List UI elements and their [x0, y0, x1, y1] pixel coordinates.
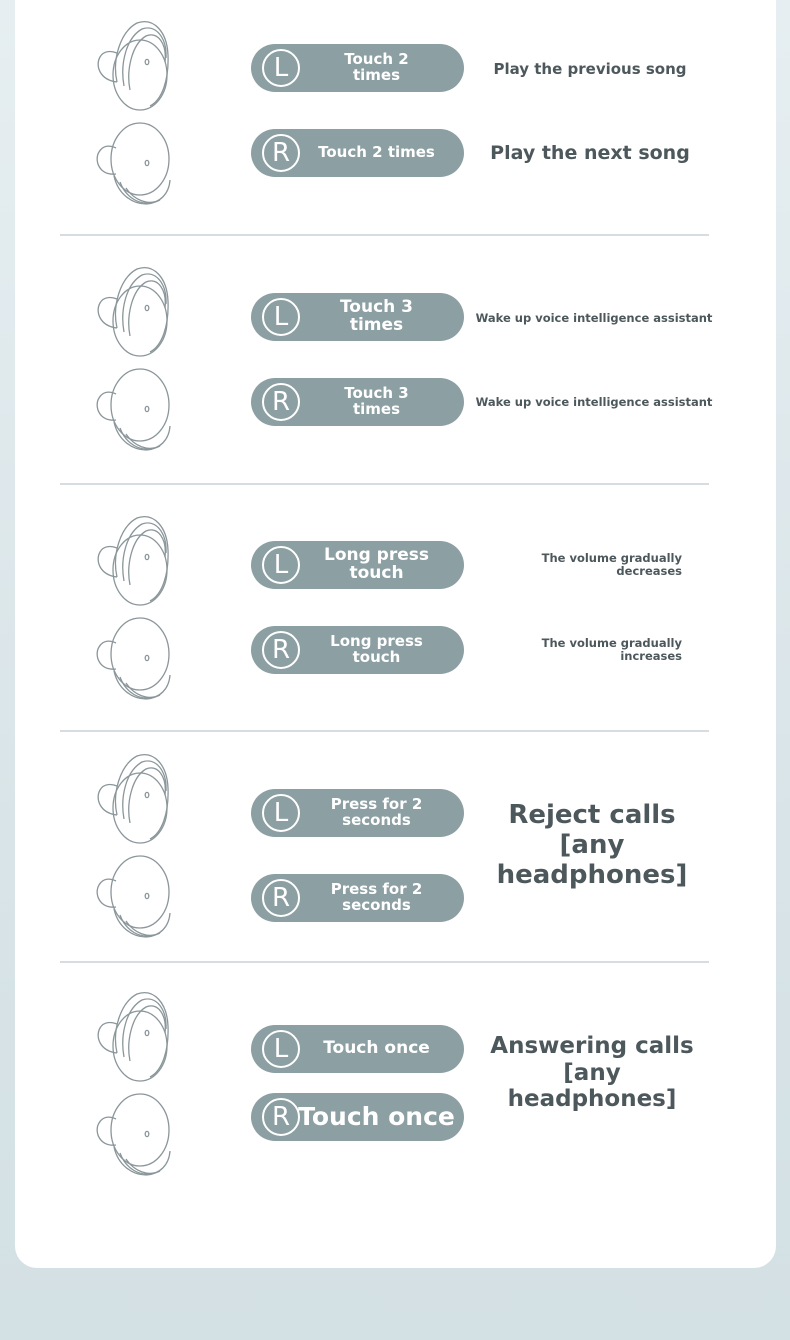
right-badge: R — [262, 631, 300, 669]
left-badge: L — [262, 794, 300, 832]
gesture-label: Press for 2 seconds — [330, 795, 423, 829]
right-badge: R — [262, 879, 300, 917]
gesture-label: Touch 2 times — [318, 143, 435, 162]
earbud-left-icon — [92, 991, 178, 1085]
action-text: Wake up voice intelligence assistant — [475, 311, 713, 325]
earbud-right-icon — [92, 1085, 178, 1179]
right-badge: R — [262, 1098, 300, 1136]
left-badge: L — [262, 49, 300, 87]
earbud-right-icon — [92, 609, 178, 703]
earbud-right-icon — [92, 360, 178, 454]
gesture-label: Touch once — [298, 1101, 455, 1131]
right-badge: R — [262, 134, 300, 172]
action-text: Wake up voice intelligence assistant — [475, 395, 713, 409]
left-gesture-pill — [251, 789, 464, 837]
action-text: Answering calls [any headphones] — [490, 1033, 694, 1113]
section-voice-assistant — [0, 246, 790, 480]
gesture-label: Touch once — [323, 1038, 430, 1059]
action-text: Reject calls [any headphones] — [496, 800, 688, 890]
left-badge: L — [262, 546, 300, 584]
divider — [60, 483, 709, 485]
section-volume — [0, 495, 790, 729]
action-text: The volume gradually increases — [541, 635, 682, 663]
action-text: Play the next song — [490, 142, 690, 164]
earbud-left-icon — [92, 266, 178, 360]
earbud-right-icon — [92, 114, 178, 208]
divider — [60, 961, 709, 963]
right-gesture-pill — [251, 874, 464, 922]
gesture-label: Long press touch — [330, 632, 423, 666]
gesture-label: Press for 2 seconds — [330, 880, 423, 914]
left-gesture-pill — [251, 293, 464, 341]
earbud-left-icon — [92, 515, 178, 609]
right-badge: R — [262, 383, 300, 421]
action-text: Play the previous song — [493, 60, 687, 78]
gesture-label: Long press touch — [323, 545, 430, 583]
left-gesture-pill — [251, 44, 464, 92]
earbud-right-icon — [92, 847, 178, 941]
divider — [60, 730, 709, 732]
left-gesture-pill — [251, 541, 464, 589]
section-answer-calls — [0, 975, 790, 1215]
left-badge: L — [262, 1030, 300, 1068]
section-song-control — [0, 0, 790, 234]
right-gesture-pill — [251, 378, 464, 426]
section-reject-calls — [0, 743, 790, 960]
gesture-label: Touch 3 times — [344, 384, 409, 418]
divider — [60, 234, 709, 236]
right-gesture-pill — [251, 129, 464, 177]
action-text: The volume gradually decreases — [541, 550, 682, 578]
right-gesture-pill — [251, 626, 464, 674]
left-gesture-pill — [251, 1025, 464, 1073]
left-badge: L — [262, 298, 300, 336]
gesture-label: Touch 3 times — [339, 297, 414, 335]
earbud-left-icon — [92, 753, 178, 847]
gesture-label: Touch 2 times — [344, 50, 409, 84]
earbud-left-icon — [92, 20, 178, 114]
right-gesture-pill — [251, 1093, 464, 1141]
